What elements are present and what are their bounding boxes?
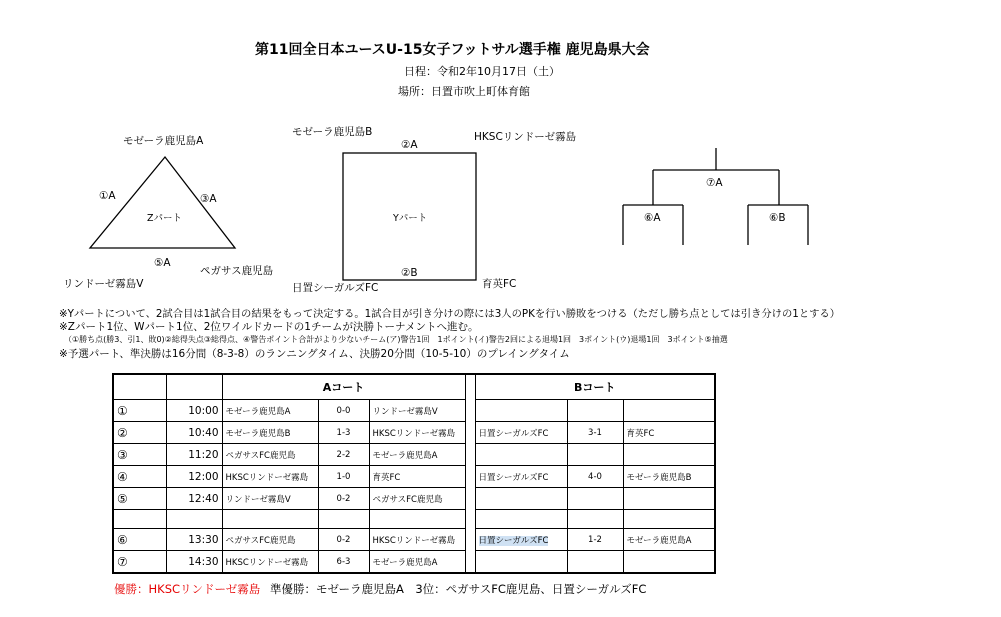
y-bottom-right-team: 育英FC bbox=[482, 278, 517, 290]
court-b-away bbox=[623, 400, 715, 422]
court-b-score: 3-1 bbox=[567, 422, 623, 444]
schedule-header-row bbox=[113, 374, 715, 400]
z-top-team: モゼーラ鹿児島A bbox=[123, 135, 204, 147]
z-edge-left: ①A bbox=[99, 190, 116, 202]
court-a-score: 1-3 bbox=[318, 422, 369, 444]
z-center-label: Zパート bbox=[147, 213, 183, 224]
other-placings: 準優勝：モゼーラ鹿児島A 3位：ペガサスFC鹿児島、日置シーガルズFC bbox=[269, 582, 647, 596]
court-b-score bbox=[567, 400, 623, 422]
court-a-away: ペガサスFC鹿児島 bbox=[369, 488, 465, 510]
final-results bbox=[114, 581, 646, 597]
knockout-bracket bbox=[623, 148, 808, 245]
match-time: 12:40 bbox=[166, 488, 222, 510]
match-number: ③ bbox=[113, 444, 166, 466]
court-a-away: HKSCリンドーゼ霧島 bbox=[369, 529, 465, 551]
z-edge-bottom: ⑤A bbox=[154, 257, 171, 269]
note-line-3: （①勝ち点(勝3、引1、敗0)②総得失点③総得点、④警告ポイント合計がより少ないチーム(ア)警告1回 1ポイント(イ)警告2回による退場1回 3ポイント(ウ)退場1回 3ポイント⑤抽選 bbox=[64, 335, 728, 344]
event-date: 日程：令和2年10月17日（土） bbox=[404, 65, 560, 78]
court-a-away: HKSCリンドーゼ霧島 bbox=[369, 422, 465, 444]
court-b-header: Bコート bbox=[475, 374, 715, 400]
court-a-home: モゼーラ鹿児島B bbox=[222, 422, 318, 444]
court-a-away: 育英FC bbox=[369, 466, 465, 488]
match-time: 10:00 bbox=[166, 400, 222, 422]
court-b-away: 育英FC bbox=[623, 422, 715, 444]
note-line-2: ※Zパート1位、Wパート1位、2位ワイルドカードの1チームが決勝トーナメントへ進む。 bbox=[59, 321, 479, 333]
court-b-away bbox=[623, 444, 715, 466]
match-number: ⑥ bbox=[113, 529, 166, 551]
court-b-score bbox=[567, 551, 623, 574]
court-a-home: ペガサスFC鹿児島 bbox=[222, 444, 318, 466]
court-b-home bbox=[475, 444, 567, 466]
match-number: ④ bbox=[113, 466, 166, 488]
court-b-home bbox=[475, 551, 567, 574]
court-b-away: モゼーラ鹿児島B bbox=[623, 466, 715, 488]
table-row bbox=[113, 444, 715, 466]
y-bottom-left-team: 日置シーガルズFC bbox=[292, 282, 379, 294]
court-a-score: 0-2 bbox=[318, 529, 369, 551]
y-center-label: Yパート bbox=[393, 213, 428, 224]
table-row bbox=[113, 488, 715, 510]
court-a-away: モゼーラ鹿児島A bbox=[369, 444, 465, 466]
court-b-home bbox=[475, 400, 567, 422]
court-b-away bbox=[623, 551, 715, 574]
note-line-1: ※Yパートについて、2試合目は1試合目の結果をもって決定する。1試合目が引き分けの際には3人のPKを行い勝敗をつける（ただし勝ち点としては引き分けの1とする） bbox=[59, 308, 841, 320]
note-line-4: ※予選パート、準決勝は16分間（8-3-8）のランニングタイム、決勝20分間（10-5-10）のプレイングタイム bbox=[59, 348, 570, 360]
court-a-home: モゼーラ鹿児島A bbox=[222, 400, 318, 422]
court-a-score: 1-0 bbox=[318, 466, 369, 488]
table-row-spacer bbox=[113, 510, 715, 529]
table-row bbox=[113, 551, 715, 574]
table-row bbox=[113, 466, 715, 488]
court-b-home: 日置シーガルズFC bbox=[475, 466, 567, 488]
y-top-right-team: HKSCリンドーゼ霧島 bbox=[474, 131, 577, 143]
court-a-away: モゼーラ鹿児島A bbox=[369, 551, 465, 574]
z-edge-right: ③A bbox=[200, 193, 217, 205]
court-a-home: ペガサスFC鹿児島 bbox=[222, 529, 318, 551]
table-row bbox=[113, 422, 715, 444]
match-time: 12:00 bbox=[166, 466, 222, 488]
z-right-team: ペガサス鹿児島 bbox=[200, 265, 274, 277]
y-top-match: ②A bbox=[401, 139, 418, 151]
table-row bbox=[113, 400, 715, 422]
y-top-left-team: モゼーラ鹿児島B bbox=[292, 126, 373, 138]
schedule-table bbox=[112, 373, 716, 574]
court-b-score: 1-2 bbox=[567, 529, 623, 551]
group-diagrams bbox=[0, 0, 1001, 300]
court-b-home bbox=[475, 529, 567, 551]
match-number: ⑦ bbox=[113, 551, 166, 574]
match-time: 14:30 bbox=[166, 551, 222, 574]
court-b-score bbox=[567, 444, 623, 466]
bracket-semi-right-label: ⑥B bbox=[769, 212, 786, 224]
page-title: 第11回全日本ユースU-15女子フットサル選手権 鹿児島県大会 bbox=[255, 42, 650, 58]
court-a-home: HKSCリンドーゼ霧島 bbox=[222, 551, 318, 574]
court-a-header: Aコート bbox=[222, 374, 465, 400]
court-b-score: 4-0 bbox=[567, 466, 623, 488]
highlighted-team: 日置シーガルズFC bbox=[478, 535, 549, 546]
court-b-home: 日置シーガルズFC bbox=[475, 422, 567, 444]
match-number: ② bbox=[113, 422, 166, 444]
winner-text: 優勝：HKSCリンドーゼ霧島 bbox=[114, 582, 261, 596]
bracket-final-label: ⑦A bbox=[706, 177, 723, 189]
y-bottom-match: ②B bbox=[401, 267, 418, 279]
match-number: ① bbox=[113, 400, 166, 422]
bracket-semi-left-label: ⑥A bbox=[644, 212, 661, 224]
event-venue: 場所：日置市吹上町体育館 bbox=[398, 85, 530, 98]
court-a-score: 2-2 bbox=[318, 444, 369, 466]
court-a-score: 6-3 bbox=[318, 551, 369, 574]
match-number: ⑤ bbox=[113, 488, 166, 510]
court-a-home: リンドーゼ霧島V bbox=[222, 488, 318, 510]
court-a-score: 0-0 bbox=[318, 400, 369, 422]
court-b-home bbox=[475, 488, 567, 510]
match-time: 13:30 bbox=[166, 529, 222, 551]
table-row bbox=[113, 529, 715, 551]
court-b-away bbox=[623, 488, 715, 510]
court-b-score bbox=[567, 488, 623, 510]
court-b-away: モゼーラ鹿児島A bbox=[623, 529, 715, 551]
court-a-away: リンドーゼ霧島V bbox=[369, 400, 465, 422]
match-time: 10:40 bbox=[166, 422, 222, 444]
z-left-team: リンドーゼ霧島V bbox=[63, 278, 144, 290]
match-time: 11:20 bbox=[166, 444, 222, 466]
court-a-score: 0-2 bbox=[318, 488, 369, 510]
court-a-home: HKSCリンドーゼ霧島 bbox=[222, 466, 318, 488]
